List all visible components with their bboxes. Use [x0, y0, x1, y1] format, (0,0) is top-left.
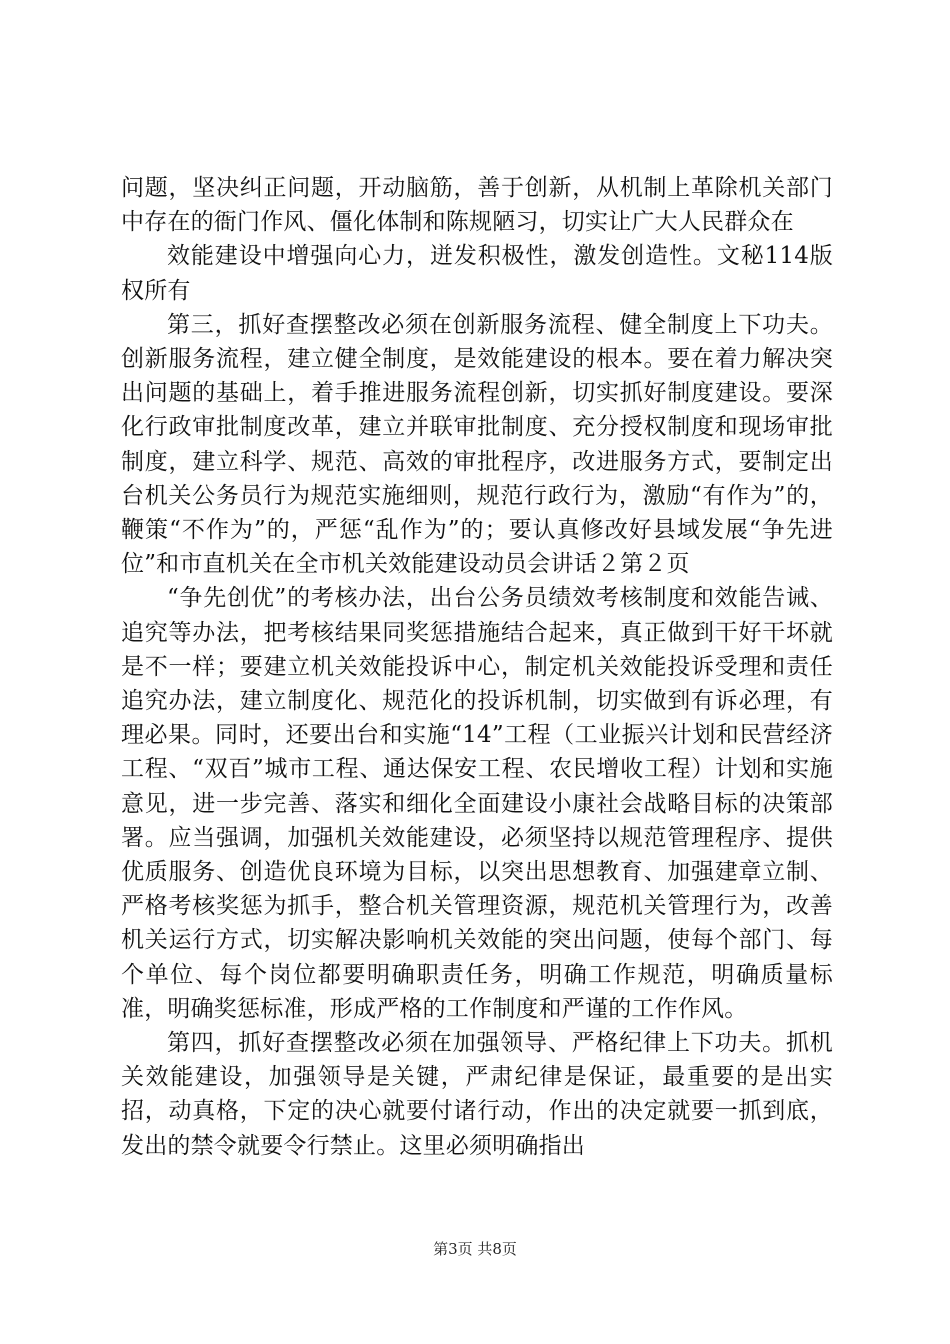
paragraph-3: 第三，抓好查摆整改必须在创新服务流程、健全制度上下功夫。创新服务流程，建立健全制度，是效能建设的根本。要在着力解决突出问题的基础上，着手推进服务流程创新，切实抓好制度建设。要深化行政审批制度改革，建立并联审批制度、充分授权制度和现场审批制度，建立科学、规范、高效的审批程序，改进服务方式，要制定出台机关公务员行为规范实施细则，规范行政行为，激励“有作为”的，鞭策“不作为”的，严惩“乱作为”的；要认真修改好县域发展“争先进位”和市直机关在全市机关效能建设动员会讲话２第２页	[121, 311, 833, 578]
page-number: 第3页 共8页	[433, 1240, 517, 1258]
document-body	[121, 171, 833, 1163]
paragraph-2: 效能建设中增强向心力，迸发积极性，激发创造性。文秘114版权所有	[121, 243, 833, 304]
page-footer	[0, 1238, 950, 1259]
paragraph-1: 问题，坚决纠正问题，开动脑筋，善于创新，从机制上革除机关部门中存在的衙门作风、僵化体制和陈规陋习，切实让广大人民群众在	[121, 175, 833, 236]
paragraph-4: “争先创优”的考核办法，出台公务员绩效考核制度和效能告诫、追究等办法，把考核结果同奖惩措施结合起来，真正做到干好干坏就是不一样；要建立机关效能投诉中心，制定机关效能投诉受理和责任追究办法，建立制度化、规范化的投诉机制，切实做到有诉必理，有理必果。同时，还要出台和实施“14”工程（工业振兴计划和民营经济工程、“双百”城市工程、通达保安工程、农民增收工程）计划和实施意见，进一步完善、落实和细化全面建设小康社会战略目标的决策部署。应当强调，加强机关效能建设，必须坚持以规范管理程序、提供优质服务、创造优良环境为目标，以突出思想教育、加强建章立制、严格考核奖惩为抓手，整合机关管理资源，规范机关管理行为，改善机关运行方式，切实解决影响机关效能的突出问题，使每个部门、每个单位、每个岗位都要明确职责任务，明确工作规范，明确质量标准，明确奖惩标准，形成严格的工作制度和严谨的工作作风。	[121, 585, 833, 1022]
paragraph-5: 第四，抓好查摆整改必须在加强领导、严格纪律上下功夫。抓机关效能建设，加强领导是关键，严肃纪律是保证，最重要的是出实招，动真格，下定的决心就要付诸行动，作出的决定就要一抓到底，发出的禁令就要令行禁止。这里必须明确指出	[121, 1030, 833, 1159]
